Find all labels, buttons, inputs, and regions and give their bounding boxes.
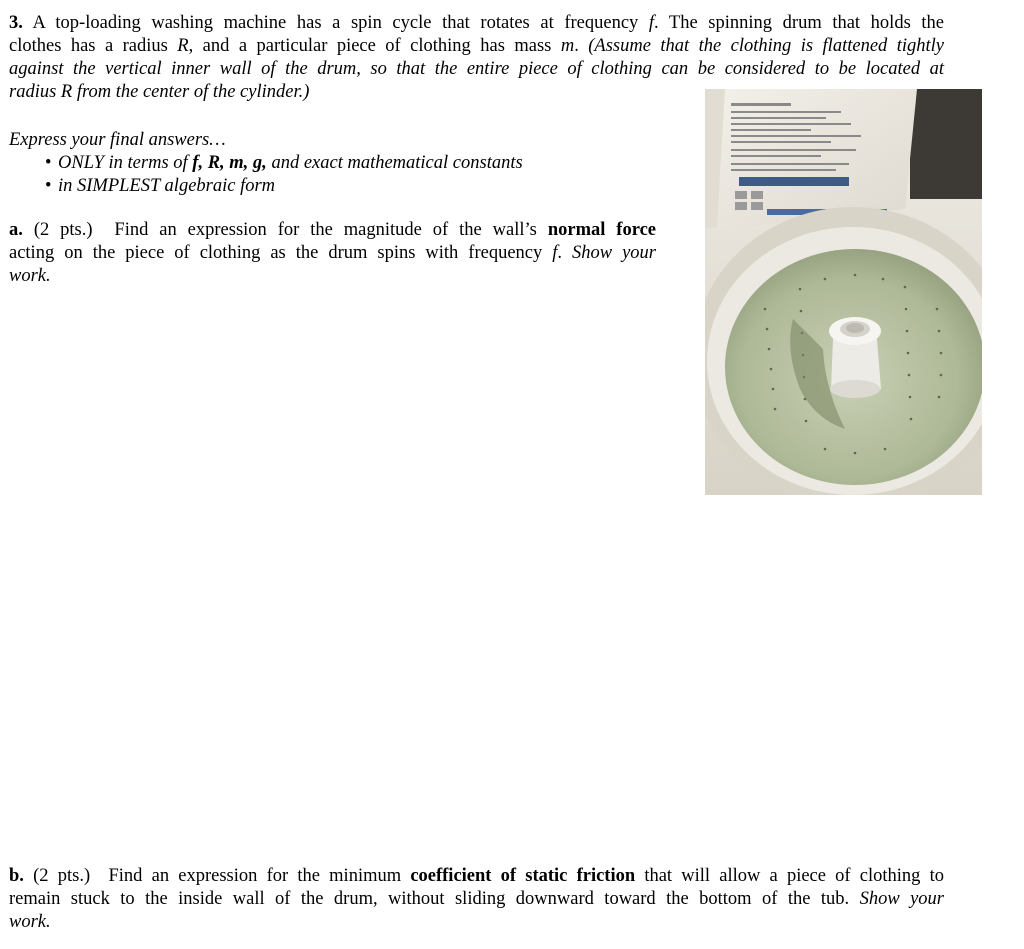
part-b-label: b. xyxy=(9,866,24,886)
instruction-bullet: • in SIMPLEST algebraic form xyxy=(45,176,276,196)
intro-line-1: 3. A top-loading washing machine has a spin cycle that rotates at frequency f. The spinning drum that holds the xyxy=(9,13,944,33)
part-b-line-2: remain stuck to the inside wall of the drum, without sliding downward toward the bottom of the tub. Show your xyxy=(9,889,945,909)
part-a-line-2: acting on the piece of clothing as the drum spins with frequency f. Show your xyxy=(9,243,656,263)
part-a-line-3: work. xyxy=(9,266,51,286)
intro-line-2: clothes has a radius R, and a particular piece of clothing has mass m. (Assume that the clothing is flattened tightly xyxy=(9,36,944,56)
lid-label-banner xyxy=(739,177,849,186)
instruction-variables: f, R, m, g, xyxy=(192,153,267,173)
intro-line-4: radius R from the center of the cylinder.) xyxy=(9,82,310,102)
part-b xyxy=(9,865,944,934)
washing-machine-illustration xyxy=(705,89,982,495)
part-b-line-1: b. (2 pts.) Find an expression for the minimum coefficient of static friction that will allow a piece of clothing to xyxy=(9,866,944,886)
problem-number: 3. xyxy=(9,13,23,33)
instructions-list xyxy=(9,152,649,198)
part-b-line-3: work. xyxy=(9,912,51,932)
agitator xyxy=(829,317,881,398)
part-a-label: a. xyxy=(9,220,23,240)
intro-line-3: against the vertical inner wall of the drum, so that the entire piece of clothing can be considered to be located at xyxy=(9,59,944,79)
instruction-bullet: • ONLY in terms of f, R, m, g, and exact mathematical constants xyxy=(45,153,523,173)
instructions xyxy=(9,129,649,198)
washing-machine-photo xyxy=(705,89,982,495)
instructions-heading: Express your final answers… xyxy=(9,130,226,150)
part-a-line-1: a. (2 pts.) Find an expression for the magnitude of the wall’s normal force xyxy=(9,220,657,240)
part-a xyxy=(9,219,656,288)
